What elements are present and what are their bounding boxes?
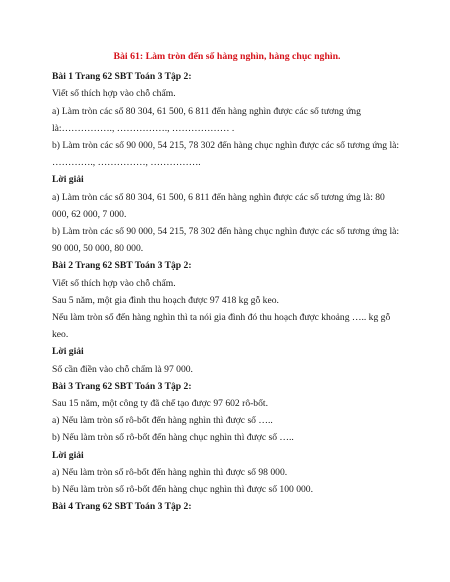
paragraph: Sau 5 năm, một gia đình thu hoạch được 97 418 kg gỗ keo.	[52, 294, 279, 306]
paragraph: a) Nếu làm tròn số rô-bốt đến hàng nghìn thì được số …..	[52, 415, 273, 427]
paragraph: a) Làm tròn các số 80 304, 61 500, 6 811 đến hàng nghìn được các số tương ứng là: 80 000, 62 000, 7 000.	[52, 191, 385, 220]
section-heading: Bài 4 Trang 62 SBT Toán 3 Tập 2:	[52, 501, 192, 513]
section-heading: Bài 1 Trang 62 SBT Toán 3 Tập 2:	[52, 71, 192, 83]
document-page	[52, 48, 402, 515]
section-heading: Lời giải	[52, 346, 84, 358]
paragraph: a) Làm tròn các số 80 304, 61 500, 6 811 đến hàng nghìn được các số tương ứng là:……………., ……………., ……………… .	[52, 105, 361, 134]
document-body	[52, 68, 402, 515]
paragraph: Nếu làm tròn số đến hàng nghìn thì ta nói gia đình đó thu hoạch được khoảng ….. kg gỗ keo.	[52, 312, 391, 341]
section-heading: Bài 3 Trang 62 SBT Toán 3 Tập 2:	[52, 380, 192, 392]
section-heading: Lời giải	[52, 174, 84, 186]
paragraph: a) Nếu làm tròn số rô-bốt đến hàng nghìn thì được số 98 000.	[52, 466, 288, 478]
page-title: Bài 61: Làm tròn đến số hàng nghìn, hàng chục nghìn.	[113, 51, 341, 62]
paragraph: Sau 15 năm, một công ty đã chế tạo được 97 602 rô-bốt.	[52, 398, 268, 410]
paragraph: b) Nếu làm tròn số rô-bốt đến hàng chục nghìn thì được số 100 000.	[52, 484, 313, 496]
paragraph: Viết số thích hợp vào chỗ chấm.	[52, 277, 176, 289]
paragraph: b) Làm tròn các số 90 000, 54 215, 78 302 đến hàng chục nghìn được các số tương ứng là: …………., ……………, …………….	[52, 140, 400, 169]
section-heading: Lời giải	[52, 449, 84, 461]
paragraph: Viết số thích hợp vào chỗ chấm.	[52, 88, 176, 100]
paragraph: b) Làm tròn các số 90 000, 54 215, 78 302 đến hàng chục nghìn được các số tương ứng là: 90 000, 50 000, 80 000.	[52, 226, 400, 255]
section-heading: Bài 2 Trang 62 SBT Toán 3 Tập 2:	[52, 260, 192, 272]
paragraph: b) Nếu làm tròn số rô-bốt đến hàng chục nghìn thì được số …..	[52, 432, 294, 444]
paragraph: Số cần điền vào chỗ chấm là 97 000.	[52, 363, 193, 375]
